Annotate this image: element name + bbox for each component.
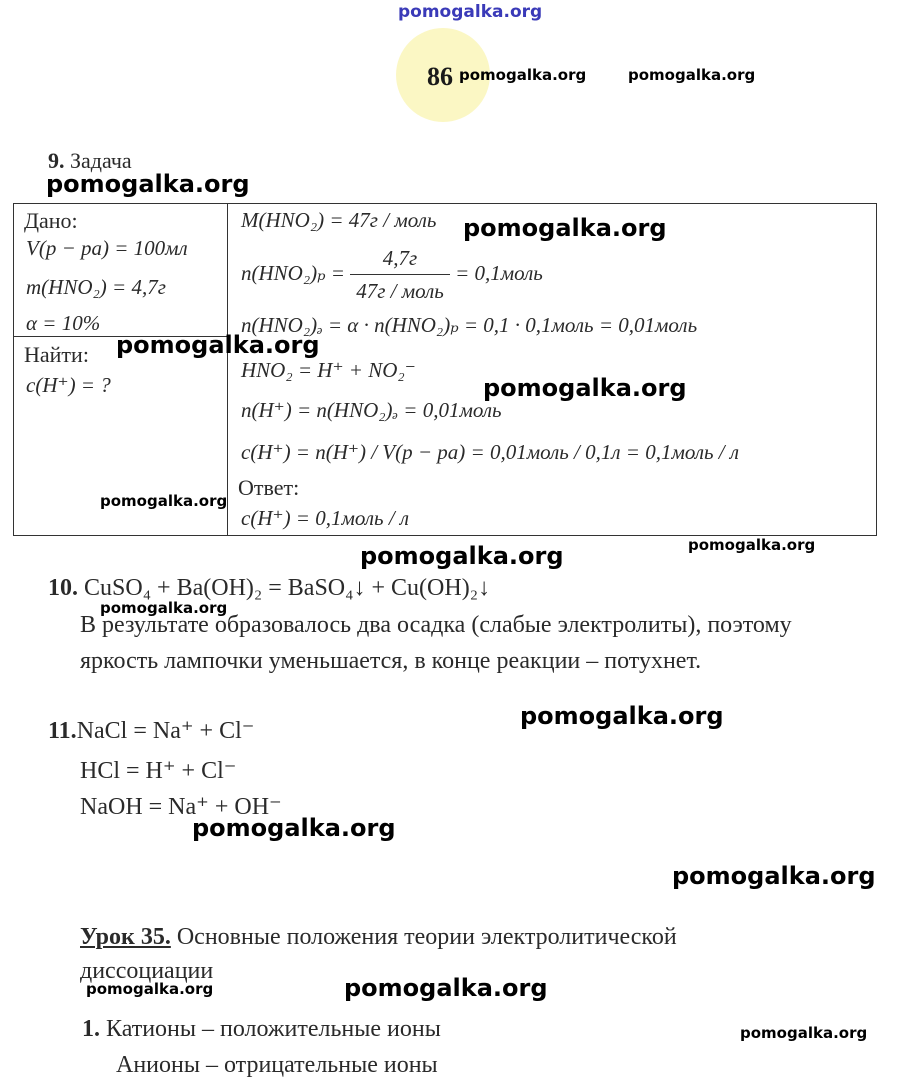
item1-cations: Катионы – положительные ионы — [106, 1016, 441, 1042]
lesson-label: Урок 35. — [80, 924, 171, 950]
task10-equation: CuSO₄ + Ba(OH)₂ = BaSO₄↓ + Cu(OH)₂↓ — [84, 575, 491, 601]
watermark: pomogalka.org — [520, 702, 724, 730]
lesson-title-line2: диссоциации — [80, 958, 214, 984]
task9-title: Задача — [70, 148, 132, 173]
answer-label: Ответ: — [238, 475, 300, 500]
watermark: pomogalka.org — [86, 980, 214, 998]
watermark: pomogalka.org — [360, 542, 564, 570]
solution-dissociated: n(HNO₂)ₔ = α · n(HNO₂)ₚ = 0,1 · 0,1моль = 0,01моль — [241, 313, 698, 337]
find-label: Найти: — [24, 342, 89, 367]
watermark: pomogalka.org — [459, 66, 587, 84]
task9-number: 9. — [48, 148, 65, 173]
task10-number: 10. — [48, 575, 78, 601]
item1-number: 1. — [82, 1016, 100, 1042]
lesson-title-line1 — [80, 924, 677, 951]
given-mass: m(HNO₂) = 4,7г — [26, 275, 166, 299]
watermark: pomogalka.org — [688, 536, 816, 554]
watermark: pomogalka.org — [740, 1024, 868, 1042]
task10-equation-line — [48, 575, 490, 602]
watermark: pomogalka.org — [100, 599, 228, 617]
watermark: pomogalka.org — [116, 331, 320, 359]
task11-eq1: NaCl = Na⁺ + Cl⁻ — [76, 718, 255, 744]
find-value: c(H⁺) = ? — [26, 373, 111, 397]
fraction-numerator: 4,7г — [350, 246, 450, 275]
task11-eq2: HCl = H⁺ + Cl⁻ — [80, 758, 237, 784]
task10-text-line2: яркость лампочки уменьшается, в конце реакции – потухнет. — [80, 648, 702, 674]
lesson-title: Основные положения теории электролитической — [176, 924, 677, 950]
given-volume: V(p − pa) = 100мл — [26, 236, 188, 260]
solution-moles-left: n(HNO₂)ₚ = — [241, 260, 345, 285]
watermark-top: pomogalka.org — [398, 2, 543, 22]
watermark: pomogalka.org — [100, 492, 228, 510]
task11-eq1-line — [48, 716, 254, 745]
page-number: 86 — [427, 62, 453, 91]
watermark: pomogalka.org — [463, 214, 667, 242]
solution-moles-right: = 0,1моль — [455, 260, 543, 285]
watermark: pomogalka.org — [344, 974, 548, 1002]
item1-anions: Анионы – отрицательные ионы — [116, 1052, 438, 1078]
solution-molar-mass: M(HNO₂) = 47г / моль — [241, 208, 437, 232]
solution-c-h: c(H⁺) = n(H⁺) / V(p − pa) = 0,01моль / 0,1л = 0,1моль / л — [241, 440, 740, 464]
watermark: pomogalka.org — [483, 374, 687, 402]
watermark: pomogalka.org — [628, 66, 756, 84]
solution-n-h: n(H⁺) = n(HNO₂)ₔ = 0,01моль — [241, 398, 502, 422]
task11-number: 11. — [48, 718, 77, 744]
task10-text-line1: В результате образовалось два осадка (слабые электролиты), поэтому — [80, 612, 792, 638]
task11-eq3: NaOH = Na⁺ + OH⁻ — [80, 794, 282, 820]
watermark: pomogalka.org — [192, 814, 396, 842]
fraction-denominator: 47г / моль — [356, 279, 444, 303]
given-alpha: α = 10% — [26, 311, 101, 335]
solution-equation: HNO₂ = H⁺ + NO₂⁻ — [241, 358, 416, 382]
item1-line1 — [82, 1016, 441, 1043]
watermark: pomogalka.org — [46, 170, 250, 198]
watermark: pomogalka.org — [672, 862, 876, 890]
solution-moles-fraction — [350, 246, 450, 304]
answer-value: c(H⁺) = 0,1моль / л — [241, 506, 410, 530]
given-label: Дано: — [24, 208, 78, 233]
solution-moles — [241, 246, 543, 304]
